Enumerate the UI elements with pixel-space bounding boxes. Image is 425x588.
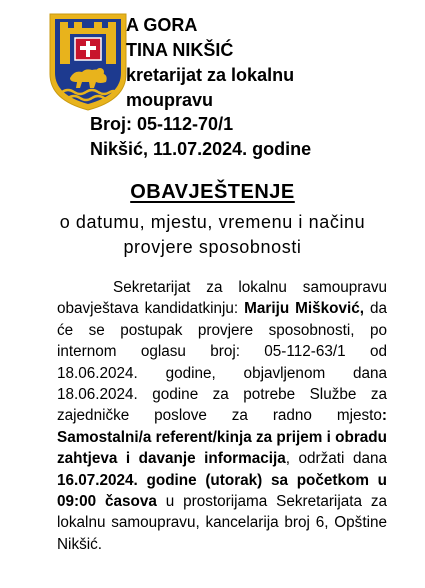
notice-subtitle: o datumu, mjestu, vremenu i načinu provjere sposobnosti [59, 212, 366, 257]
document-date: Nikšić, 11.07.2024. godine [90, 139, 312, 159]
body-hold: , održati dana [285, 450, 387, 468]
body-location: u prostorijama Sekretarijata za lokalnu samoupravu, kancelarija broj 6, Opštine Nikšić. [57, 493, 387, 553]
body-procedure: da će se postupak provjere sposobnosti, po internom oglasu broj: 05-112-63/1 od 18.06.2024. godine, objavljenom dana 18.06.2024. godine za potrebe Službe za zajedničke poslove za radno mjesto [57, 300, 387, 425]
exam-datetime: 16.07.2024. godine (utorak) sa početkom u 09:00 časova [57, 471, 387, 511]
job-position: : Samostalni/a referent/kinja za prijem i obradu zahtjeva i davanje informacija [57, 407, 387, 468]
notice-title: OBAVJEŠTENJE [130, 181, 295, 203]
candidate-name: Mariju Mišković, [244, 300, 365, 318]
header-municipality: TINA NIKŠIĆ [126, 40, 234, 60]
header-department-cont: moupravu [126, 90, 214, 110]
notice-body [57, 277, 387, 555]
header-country: A GORA [126, 15, 198, 35]
header-department: kretarijat za lokalnu [126, 65, 295, 85]
coat-of-arms-icon [48, 12, 128, 112]
document-number: Broj: 05-112-70/1 [90, 114, 234, 134]
body-intro: Sekretarijat za lokalnu samoupravu obavještava kandidatkinju: [57, 279, 387, 318]
